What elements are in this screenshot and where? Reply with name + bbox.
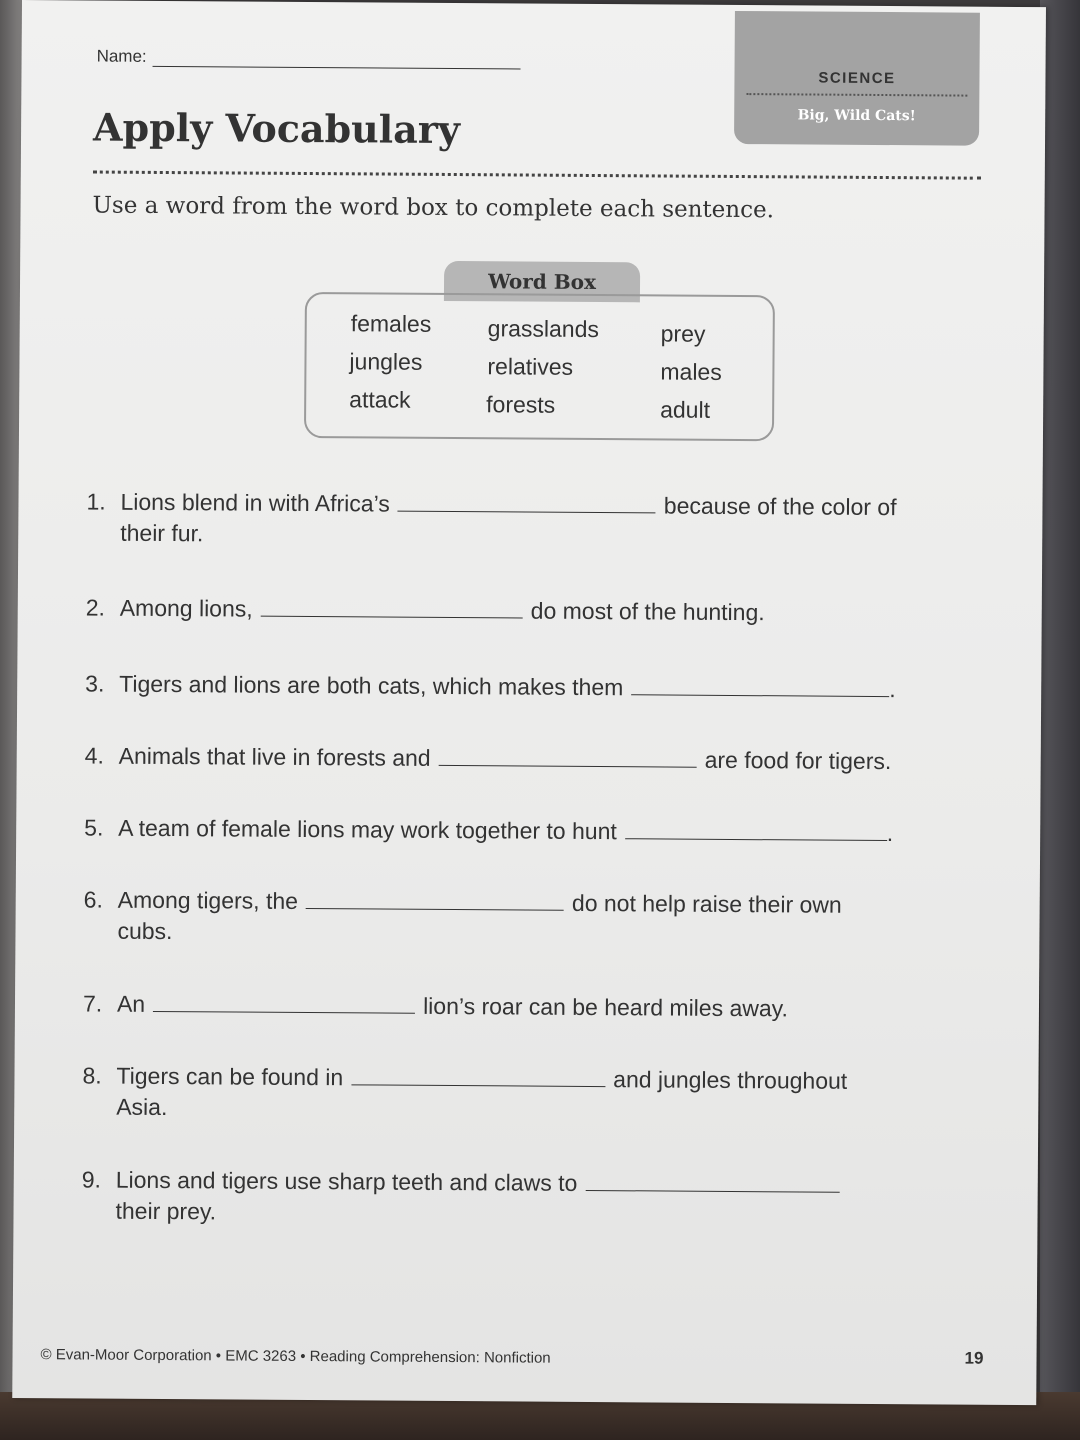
word-box-word: grasslands [487, 315, 600, 343]
answer-blank[interactable] [261, 596, 523, 619]
question-number: 7. [82, 990, 103, 1017]
page-title: Apply Vocabulary [92, 104, 461, 153]
name-row [97, 47, 521, 70]
question-text-before: A team of female lions may work together to hunt [118, 814, 617, 845]
question-number: 4. [84, 742, 105, 769]
question-text-after: are food for tigers. [704, 746, 892, 775]
page-number: 19 [964, 1348, 984, 1368]
subject-tab [734, 11, 980, 146]
topic-label: Big, Wild Cats! [797, 107, 916, 125]
question-number: 9. [81, 1166, 102, 1193]
copyright-footer: © Evan-Moor Corporation • EMC 3263 • Reading Comprehension: Nonfiction [40, 1346, 551, 1367]
answer-blank[interactable] [631, 674, 889, 697]
question-7 [83, 988, 943, 1025]
word-box-word: adult [660, 396, 711, 423]
question-text-after: and jungles throughout Asia. [116, 1066, 848, 1121]
question-text-before: Among lions, [119, 594, 253, 622]
name-label: Name: [96, 46, 147, 66]
question-number: 5. [84, 814, 104, 841]
subject-label: SCIENCE [818, 69, 896, 88]
question-6 [83, 884, 943, 952]
answer-blank[interactable] [398, 491, 656, 514]
name-field[interactable] [153, 48, 521, 70]
answer-blank[interactable] [351, 1064, 605, 1087]
question-text-after: lion’s roar can be heard miles away. [423, 992, 788, 1022]
question-number: 3. [85, 670, 105, 697]
word-box-word: males [660, 358, 722, 385]
question-text-after: . [889, 676, 896, 703]
background-right [1040, 0, 1080, 1440]
question-text-after: their prey. [115, 1197, 217, 1225]
question-2 [86, 592, 946, 629]
instructions: Use a word from the word box to complete each sentence. [92, 192, 775, 224]
question-1 [86, 486, 946, 554]
word-box-word: prey [660, 320, 706, 347]
question-text-before: Among tigers, the [117, 886, 299, 914]
answer-blank[interactable] [439, 745, 697, 768]
word-box-word: attack [349, 386, 411, 413]
question-3 [85, 668, 945, 705]
answer-blank[interactable] [153, 991, 415, 1014]
tab-divider [746, 93, 967, 97]
title-divider [93, 170, 981, 179]
question-number: 2. [85, 594, 106, 621]
question-text-before: An [116, 990, 146, 1017]
question-9 [81, 1164, 941, 1232]
question-5 [84, 812, 944, 849]
answer-blank[interactable] [585, 1170, 839, 1193]
question-text-before: Animals that live in forests and [118, 742, 431, 771]
question-8 [82, 1060, 942, 1128]
question-text-before: Tigers and lions are both cats, which makes them [119, 670, 624, 701]
question-number: 1. [86, 488, 106, 515]
word-box-word: females [350, 310, 432, 337]
question-number: 8. [82, 1062, 102, 1089]
question-text-after: because of the color of their fur. [120, 492, 897, 547]
question-text-after: . [886, 820, 894, 847]
answer-blank[interactable] [625, 818, 887, 841]
word-box-title: Word Box [488, 269, 597, 295]
question-text-after: do most of the hunting. [530, 597, 765, 626]
worksheet-page [12, 0, 1046, 1405]
question-text-after: do not help raise their own cubs. [117, 889, 842, 945]
question-number: 6. [83, 886, 103, 913]
question-4 [85, 740, 945, 777]
question-text-before: Lions and tigers use sharp teeth and claws to [115, 1166, 578, 1196]
word-box-word: jungles [349, 348, 423, 375]
word-box-word: forests [486, 391, 556, 418]
question-text-before: Lions blend in with Africa’s [120, 488, 390, 517]
question-text-before: Tigers can be found in [116, 1062, 344, 1091]
word-box-word: relatives [487, 353, 574, 380]
answer-blank[interactable] [306, 888, 564, 911]
